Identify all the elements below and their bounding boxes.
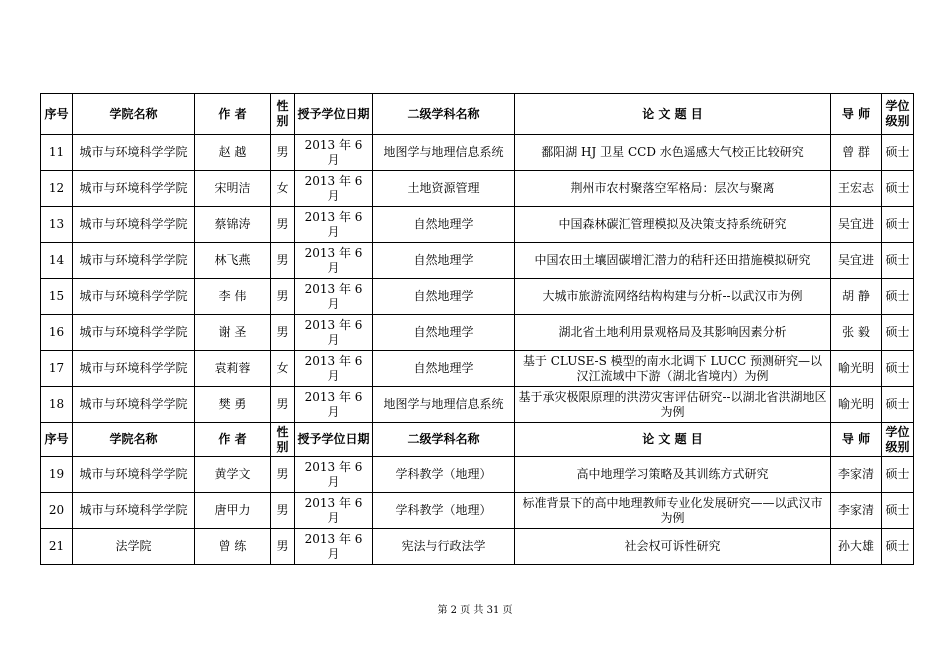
- cell-subject: 宪法与行政法学: [373, 529, 515, 565]
- cell-seq: 20: [41, 493, 73, 529]
- cell-date: 2013 年 6 月: [295, 279, 373, 315]
- cell-gender: 女: [271, 351, 295, 387]
- cell-college: 城市与环境科学学院: [73, 351, 195, 387]
- table-row: [41, 279, 914, 315]
- cell-author: 李 伟: [195, 279, 271, 315]
- cell-gender: 男: [271, 279, 295, 315]
- header-title: 论 文 题 目: [515, 94, 831, 135]
- cell-college: 法学院: [73, 529, 195, 565]
- cell-advisor: 喻光明: [831, 351, 882, 387]
- cell-date: 2013 年 6 月: [295, 529, 373, 565]
- table-header-row-repeat: [41, 423, 914, 457]
- cell-college: 城市与环境科学学院: [73, 387, 195, 423]
- table-row: [41, 457, 914, 493]
- cell-college: 城市与环境科学学院: [73, 493, 195, 529]
- cell-title: 基于承灾极限原理的洪涝灾害评估研究--以湖北省洪湖地区为例: [515, 387, 831, 423]
- cell-level: 硕士: [882, 493, 914, 529]
- cell-title: 标准背景下的高中地理教师专业化发展研究——以武汉市为例: [515, 493, 831, 529]
- cell-college: 城市与环境科学学院: [73, 457, 195, 493]
- header-college: 学院名称: [73, 94, 195, 135]
- cell-level: 硕士: [882, 387, 914, 423]
- header-gender: 性别: [271, 94, 295, 135]
- cell-advisor: 王宏志: [831, 171, 882, 207]
- cell-title: 中国农田土壤固碳增汇潜力的秸秆还田措施模拟研究: [515, 243, 831, 279]
- header-gender: 性别: [271, 423, 295, 457]
- cell-advisor: 喻光明: [831, 387, 882, 423]
- cell-level: 硕士: [882, 279, 914, 315]
- cell-title: 荆州市农村聚落空军格局：层次与聚离: [515, 171, 831, 207]
- cell-seq: 13: [41, 207, 73, 243]
- cell-level: 硕士: [882, 243, 914, 279]
- header-subject: 二级学科名称: [373, 94, 515, 135]
- table-row: [41, 351, 914, 387]
- header-date: 授予学位日期: [295, 94, 373, 135]
- cell-subject: 自然地理学: [373, 207, 515, 243]
- header-advisor: 导 师: [831, 94, 882, 135]
- cell-subject: 自然地理学: [373, 243, 515, 279]
- cell-advisor: 李家清: [831, 493, 882, 529]
- cell-seq: 18: [41, 387, 73, 423]
- document-page: [40, 93, 913, 565]
- cell-title: 基于 CLUSE-S 模型的南水北调下 LUCC 预测研究—以汉江流域中下游（湖北省境内）为例: [515, 351, 831, 387]
- cell-gender: 女: [271, 171, 295, 207]
- cell-date: 2013 年 6 月: [295, 315, 373, 351]
- cell-title: 湖北省土地利用景观格局及其影响因素分析: [515, 315, 831, 351]
- cell-subject: 自然地理学: [373, 315, 515, 351]
- cell-date: 2013 年 6 月: [295, 171, 373, 207]
- cell-author: 樊 勇: [195, 387, 271, 423]
- table-row: [41, 171, 914, 207]
- cell-title: 鄱阳湖 HJ 卫星 CCD 水色遥感大气校正比较研究: [515, 135, 831, 171]
- cell-college: 城市与环境科学学院: [73, 279, 195, 315]
- cell-gender: 男: [271, 243, 295, 279]
- cell-seq: 21: [41, 529, 73, 565]
- cell-author: 黄学文: [195, 457, 271, 493]
- table-row: [41, 315, 914, 351]
- cell-college: 城市与环境科学学院: [73, 171, 195, 207]
- header-date: 授予学位日期: [295, 423, 373, 457]
- cell-seq: 15: [41, 279, 73, 315]
- cell-advisor: 张 毅: [831, 315, 882, 351]
- cell-date: 2013 年 6 月: [295, 457, 373, 493]
- cell-level: 硕士: [882, 529, 914, 565]
- cell-title: 中国森林碳汇管理模拟及决策支持系统研究: [515, 207, 831, 243]
- header-title: 论 文 题 目: [515, 423, 831, 457]
- cell-subject: 土地资源管理: [373, 171, 515, 207]
- cell-subject: 地图学与地理信息系统: [373, 387, 515, 423]
- cell-advisor: 李家清: [831, 457, 882, 493]
- table-row: [41, 493, 914, 529]
- cell-subject: 学科教学（地理）: [373, 457, 515, 493]
- cell-advisor: 曾 群: [831, 135, 882, 171]
- cell-date: 2013 年 6 月: [295, 243, 373, 279]
- cell-author: 谢 圣: [195, 315, 271, 351]
- cell-seq: 14: [41, 243, 73, 279]
- cell-seq: 17: [41, 351, 73, 387]
- cell-level: 硕士: [882, 135, 914, 171]
- cell-title: 大城市旅游流网络结构构建与分析--以武汉市为例: [515, 279, 831, 315]
- table-header-row: [41, 94, 914, 135]
- cell-date: 2013 年 6 月: [295, 387, 373, 423]
- cell-advisor: 吴宜进: [831, 207, 882, 243]
- cell-author: 林飞燕: [195, 243, 271, 279]
- cell-gender: 男: [271, 493, 295, 529]
- cell-date: 2013 年 6 月: [295, 207, 373, 243]
- cell-seq: 11: [41, 135, 73, 171]
- table-row: [41, 387, 914, 423]
- cell-college: 城市与环境科学学院: [73, 207, 195, 243]
- table-row: [41, 135, 914, 171]
- cell-title: 社会权可诉性研究: [515, 529, 831, 565]
- cell-college: 城市与环境科学学院: [73, 315, 195, 351]
- cell-title: 高中地理学习策略及其训练方式研究: [515, 457, 831, 493]
- cell-date: 2013 年 6 月: [295, 493, 373, 529]
- cell-gender: 男: [271, 315, 295, 351]
- cell-author: 宋明洁: [195, 171, 271, 207]
- cell-subject: 自然地理学: [373, 351, 515, 387]
- cell-level: 硕士: [882, 315, 914, 351]
- cell-college: 城市与环境科学学院: [73, 135, 195, 171]
- cell-author: 唐甲力: [195, 493, 271, 529]
- cell-advisor: 胡 静: [831, 279, 882, 315]
- header-level: 学位级别: [882, 423, 914, 457]
- cell-seq: 16: [41, 315, 73, 351]
- cell-gender: 男: [271, 529, 295, 565]
- cell-level: 硕士: [882, 207, 914, 243]
- cell-college: 城市与环境科学学院: [73, 243, 195, 279]
- header-seq: 序号: [41, 94, 73, 135]
- cell-seq: 12: [41, 171, 73, 207]
- cell-gender: 男: [271, 207, 295, 243]
- cell-advisor: 孙大雄: [831, 529, 882, 565]
- header-author: 作 者: [195, 94, 271, 135]
- cell-level: 硕士: [882, 351, 914, 387]
- table-row: [41, 207, 914, 243]
- header-college: 学院名称: [73, 423, 195, 457]
- cell-advisor: 吴宜进: [831, 243, 882, 279]
- header-advisor: 导 师: [831, 423, 882, 457]
- cell-date: 2013 年 6 月: [295, 351, 373, 387]
- cell-author: 曾 练: [195, 529, 271, 565]
- header-subject: 二级学科名称: [373, 423, 515, 457]
- table-row: [41, 243, 914, 279]
- cell-date: 2013 年 6 月: [295, 135, 373, 171]
- header-seq: 序号: [41, 423, 73, 457]
- table-row: [41, 529, 914, 565]
- cell-subject: 学科教学（地理）: [373, 493, 515, 529]
- cell-gender: 男: [271, 387, 295, 423]
- cell-author: 赵 越: [195, 135, 271, 171]
- cell-subject: 地图学与地理信息系统: [373, 135, 515, 171]
- page-footer: 第 2 页 共 31 页: [437, 605, 513, 616]
- cell-gender: 男: [271, 457, 295, 493]
- cell-author: 蔡锦涛: [195, 207, 271, 243]
- header-level: 学位级别: [882, 94, 914, 135]
- cell-level: 硕士: [882, 171, 914, 207]
- thesis-table: [40, 93, 914, 565]
- cell-gender: 男: [271, 135, 295, 171]
- cell-seq: 19: [41, 457, 73, 493]
- header-author: 作 者: [195, 423, 271, 457]
- cell-author: 袁莉蓉: [195, 351, 271, 387]
- cell-subject: 自然地理学: [373, 279, 515, 315]
- cell-level: 硕士: [882, 457, 914, 493]
